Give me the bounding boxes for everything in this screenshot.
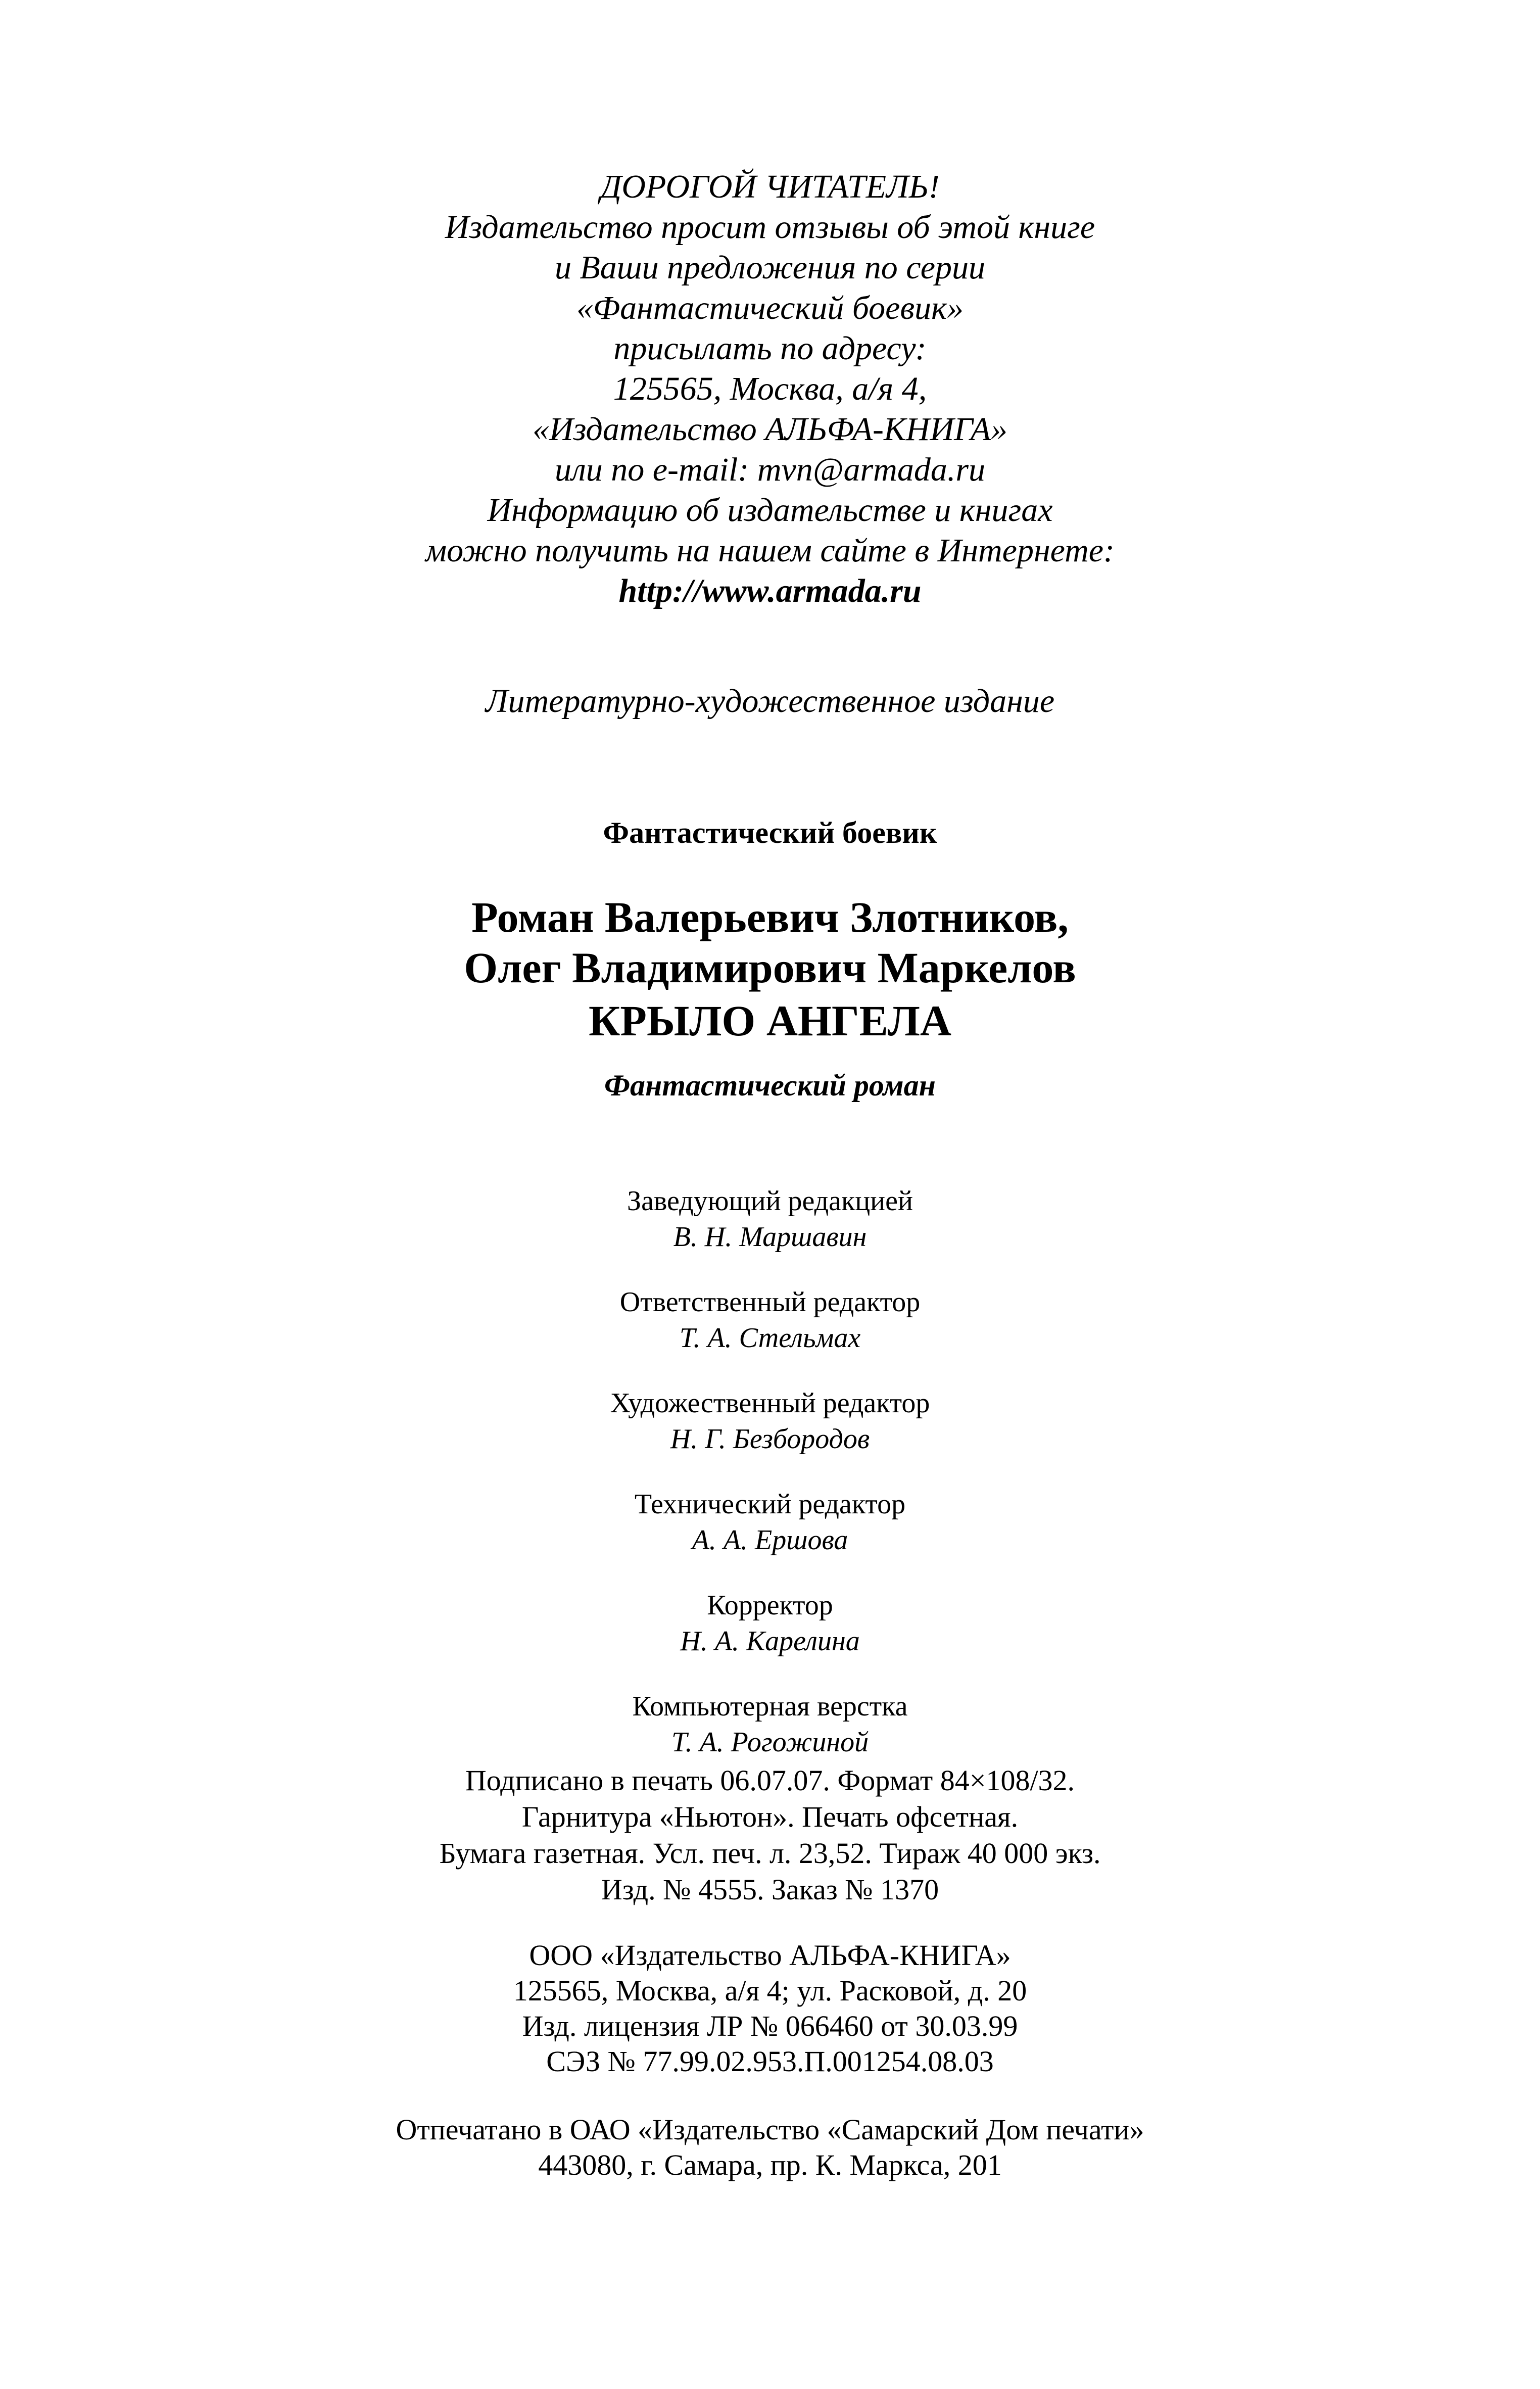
credit-person: Н. Г. Безбородов [670,1423,870,1455]
credit-entry [0,1284,1540,1385]
credit-person: Н. А. Карелина [680,1626,860,1657]
publisher-info-line: 125565, Москва, а/я 4; ул. Расковой, д. 20 [513,1974,1027,2007]
credit-role: Заведующий редакцией [627,1185,913,1217]
publisher-info-line: Изд. лицензия ЛР № 066460 от 30.03.99 [522,2010,1018,2042]
printer-info-line: Отпечатано в ОАО «Издательство «Самарский Дом печати» [396,2113,1144,2146]
publisher-info [0,1938,1540,2079]
printer-info-line: 443080, г. Самара, пр. К. Маркса, 201 [538,2148,1002,2181]
authors [0,892,1540,993]
credit-role: Корректор [707,1590,833,1621]
printing-info-line: Изд. № 4555. Заказ № 1370 [601,1873,939,1906]
credit-role: Художественный редактор [610,1388,930,1419]
credits-list [0,1183,1540,1790]
reader-note-line: «Фантастический боевик» [576,290,964,326]
book-title: КРЫЛО АНГЕЛА [589,996,951,1045]
reader-note-heading: ДОРОГОЙ ЧИТАТЕЛЬ! [600,168,940,205]
genre-note: Литературно-художественное издание [485,683,1055,720]
printing-info-line: Гарнитура «Ньютон». Печать офсетная. [521,1800,1019,1833]
reader-note-line: «Издательство АЛЬФА-КНИГА» [532,411,1008,448]
reader-note-line: присылать по адресу: [613,330,927,367]
reader-note-line: Издательство просит отзывы об этой книге [445,209,1095,246]
credit-role: Ответственный редактор [619,1286,921,1318]
printing-info-line: Подписано в печать 06.07.07. Формат 84×108/32. [465,1764,1075,1797]
credit-entry [0,1385,1540,1487]
reader-note-line: Информацию об издательстве и книгах [487,492,1053,529]
reader-note-line: и Ваши предложения по серии [554,249,986,286]
credit-entry [0,1183,1540,1284]
credit-person: Т. А. Рогожиной [671,1727,869,1758]
publisher-info-line: ООО «Издательство АЛЬФА-КНИГА» [529,1939,1011,1972]
reader-note [0,167,1540,611]
credit-person: Т. А. Стельмах [679,1322,861,1354]
reader-note-address: 125565, Москва, а/я 4, [613,370,927,407]
credit-role: Технический редактор [634,1489,906,1520]
credit-person: А. А. Ершова [692,1524,848,1556]
author-name: Олег Владимирович Маркелов [464,943,1076,992]
author-name: Роман Валерьевич Злотников, [471,893,1069,941]
reader-note-line: можно получить на нашем сайте в Интернете: [425,532,1115,569]
publisher-info-line: СЭЗ № 77.99.02.953.П.001254.08.03 [546,2045,994,2078]
publisher-website-link[interactable]: http://www.armada.ru [618,572,922,609]
book-subtitle: Фантастический роман [604,1069,936,1102]
credit-role: Компьютерная верстка [632,1691,908,1722]
printing-info-line: Бумага газетная. Усл. печ. л. 23,52. Тираж 40 000 экз. [439,1837,1101,1870]
series-name: Фантастический боевик [603,816,937,849]
printer-info [0,2112,1540,2183]
credit-person: В. Н. Маршавин [673,1221,867,1253]
credit-entry [0,1588,1540,1689]
printing-info [0,1762,1540,1908]
reader-note-email: или по e-mail: mvn@armada.ru [554,451,986,488]
credit-entry [0,1487,1540,1588]
